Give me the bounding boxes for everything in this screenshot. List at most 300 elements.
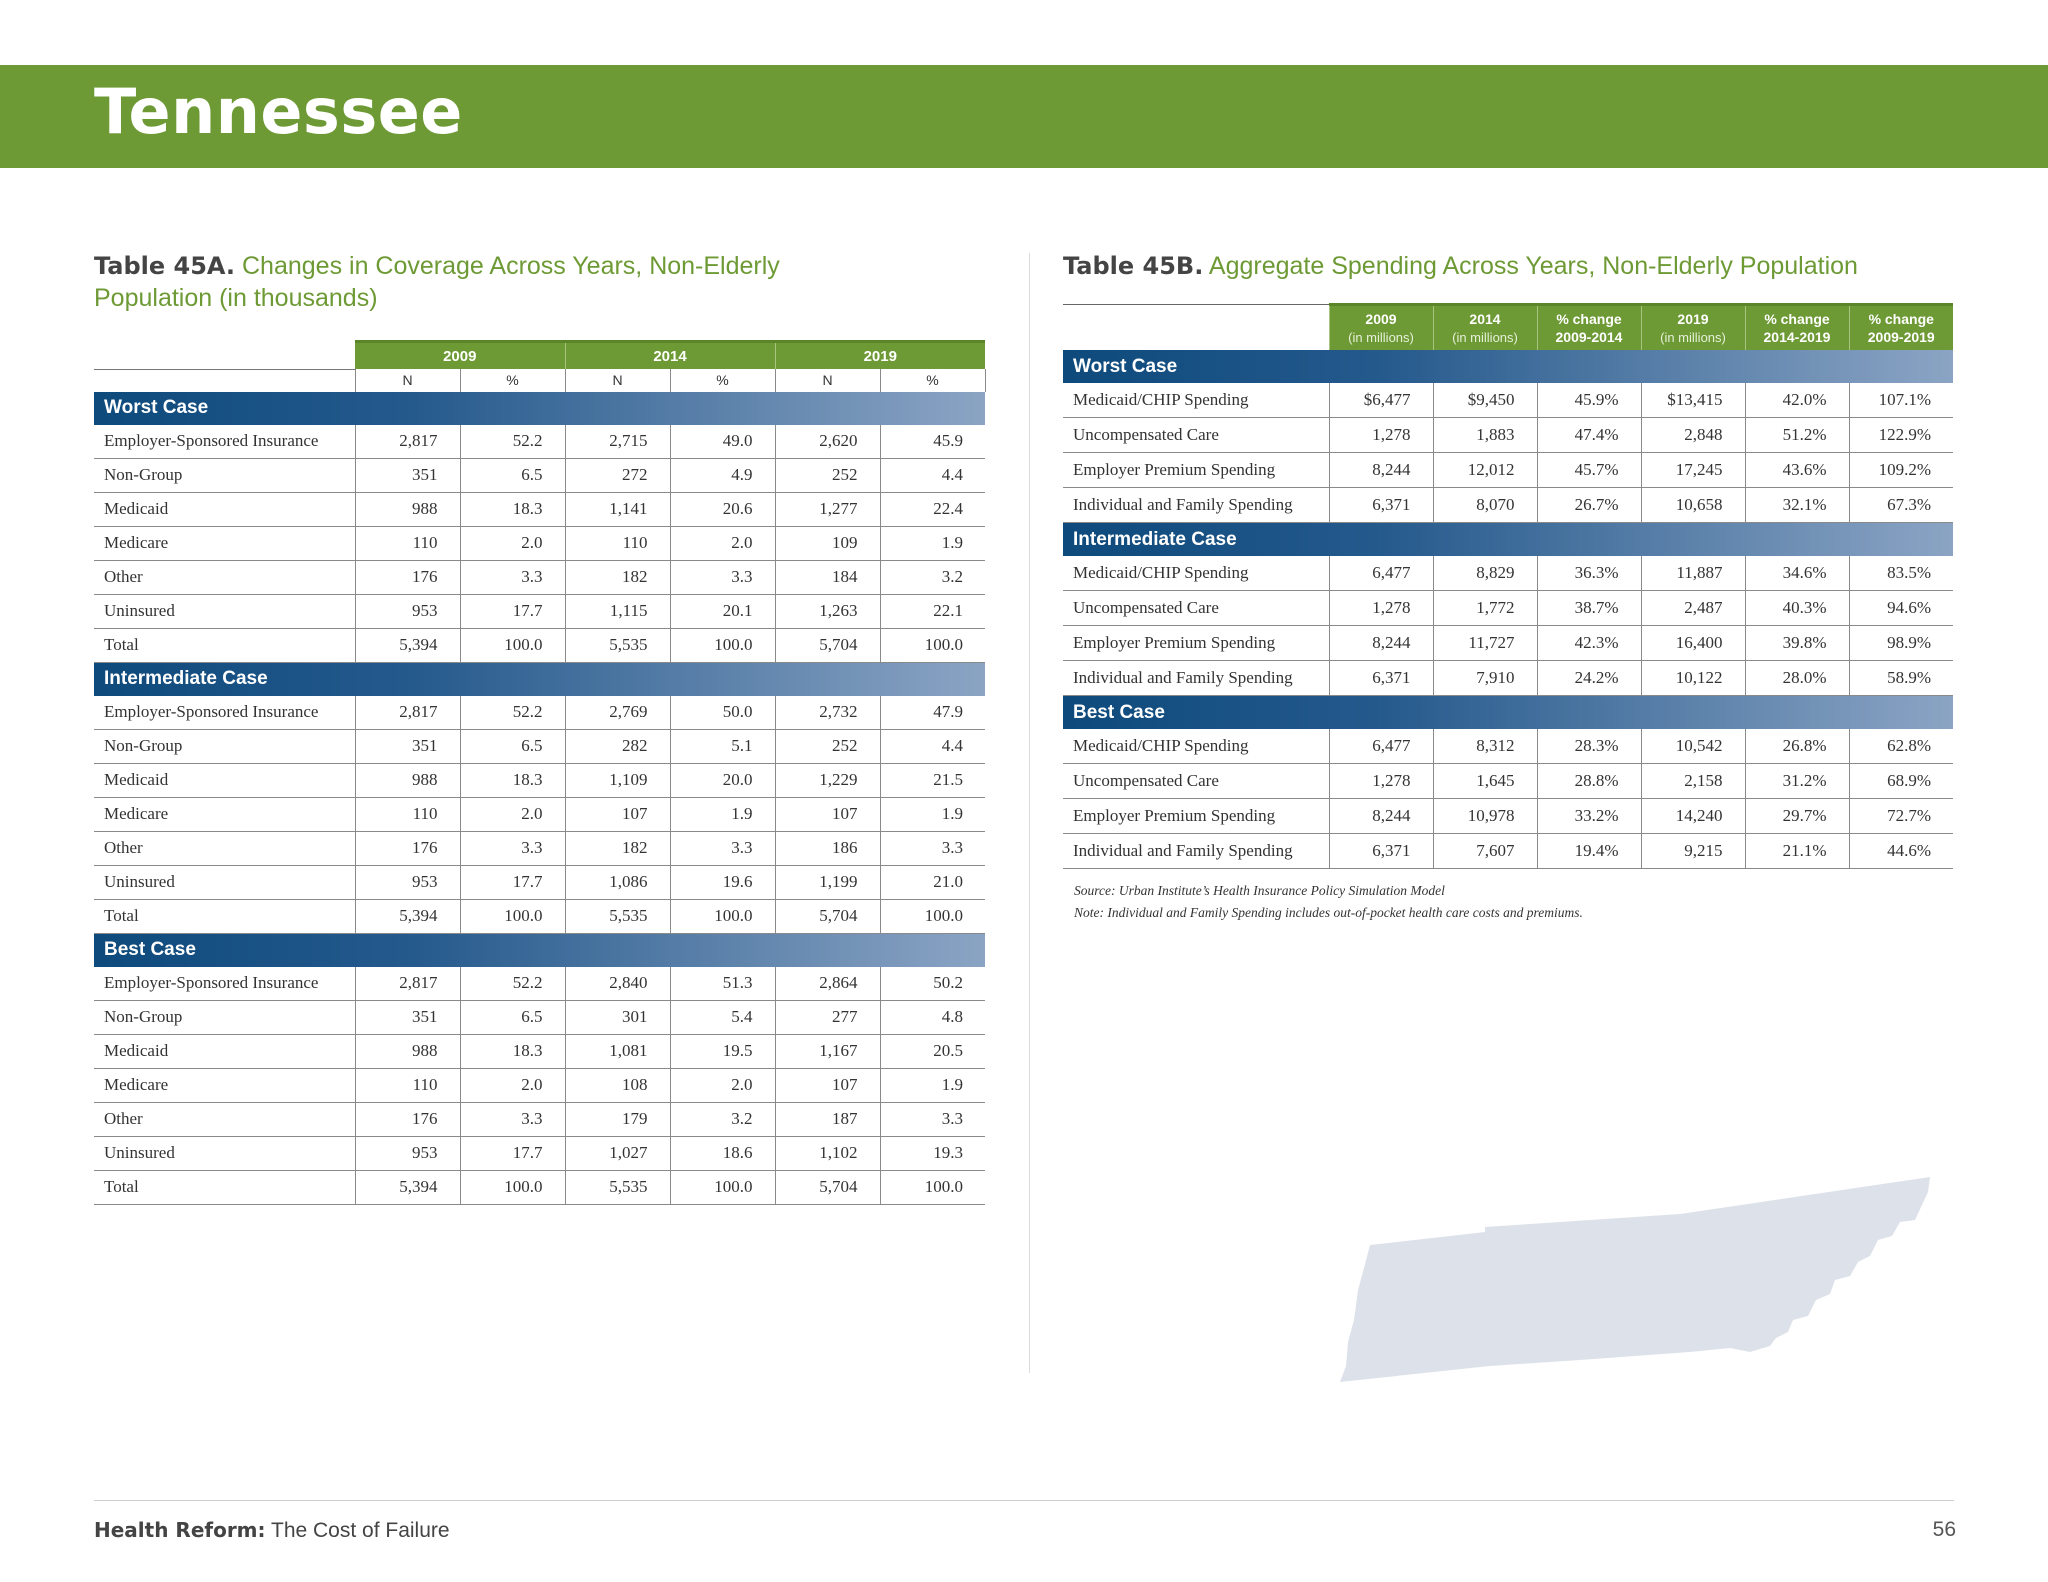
col-header-change-2014-2019: % change 2014-2019 — [1745, 305, 1849, 351]
table-cell: 72.7% — [1849, 799, 1953, 834]
table-row — [94, 1000, 985, 1034]
table-cell: $13,415 — [1641, 383, 1745, 418]
table-cell: 3.3 — [880, 831, 985, 865]
table-cell: 1,278 — [1329, 764, 1433, 799]
table-cell: 109 — [775, 526, 880, 560]
table-cell: 1,278 — [1329, 418, 1433, 453]
table-cell: 10,978 — [1433, 799, 1537, 834]
table-cell: 26.8% — [1745, 729, 1849, 764]
table-cell: 5,704 — [775, 1170, 880, 1204]
table-cell: 100.0 — [670, 899, 775, 933]
row-label: Individual and Family Spending — [1063, 661, 1329, 696]
subheader-n: N — [775, 369, 880, 392]
table-cell: 6.5 — [460, 1000, 565, 1034]
table-cell: 1,027 — [565, 1136, 670, 1170]
table-cell: 19.5 — [670, 1034, 775, 1068]
row-label: Employer Premium Spending — [1063, 453, 1329, 488]
table-cell: 11,727 — [1433, 626, 1537, 661]
row-label: Medicaid/CHIP Spending — [1063, 729, 1329, 764]
footer-title-rest: The Cost of Failure — [265, 1519, 450, 1542]
table-cell: 277 — [775, 1000, 880, 1034]
table-row — [1063, 764, 1953, 799]
table-cell: 282 — [565, 729, 670, 763]
table-row — [94, 458, 985, 492]
table-cell: 26.7% — [1537, 488, 1641, 523]
table-cell: 8,829 — [1433, 556, 1537, 591]
table-cell: 6,477 — [1329, 556, 1433, 591]
table-cell: 1.9 — [880, 797, 985, 831]
table-cell: 21.1% — [1745, 834, 1849, 869]
table-cell: 1.9 — [670, 797, 775, 831]
table-a-caption — [94, 250, 954, 314]
table-row — [94, 763, 985, 797]
table-cell: 100.0 — [880, 1170, 985, 1204]
row-label: Non-Group — [94, 458, 355, 492]
page-title: Tennessee — [94, 75, 463, 148]
table-cell: 21.5 — [880, 763, 985, 797]
table-cell: 20.0 — [670, 763, 775, 797]
section-title: Best Case — [94, 933, 985, 967]
table-cell: 187 — [775, 1102, 880, 1136]
table-cell: 100.0 — [460, 1170, 565, 1204]
subheader-n: N — [355, 369, 460, 392]
table-cell: 52.2 — [460, 696, 565, 730]
table-cell: 9,215 — [1641, 834, 1745, 869]
table-cell: 122.9% — [1849, 418, 1953, 453]
footer-publication — [94, 1518, 450, 1543]
table-cell: 2.0 — [460, 526, 565, 560]
year-header-row — [94, 342, 985, 370]
table-a-label: Table 45A. — [94, 252, 236, 280]
table-cell: 51.3 — [670, 967, 775, 1001]
table-cell: 31.2% — [1745, 764, 1849, 799]
table-row — [1063, 418, 1953, 453]
row-label: Uninsured — [94, 865, 355, 899]
table-cell: 2,487 — [1641, 591, 1745, 626]
coverage-table — [94, 340, 986, 1205]
section-header-row — [1063, 523, 1953, 557]
table-cell: 2,864 — [775, 967, 880, 1001]
table-cell: 83.5% — [1849, 556, 1953, 591]
table-cell: 2.0 — [670, 1068, 775, 1102]
subheader-blank — [94, 369, 355, 392]
table-cell: 8,244 — [1329, 453, 1433, 488]
table-row — [94, 797, 985, 831]
table-cell: 50.0 — [670, 696, 775, 730]
table-cell: 19.3 — [880, 1136, 985, 1170]
table-cell: 16,400 — [1641, 626, 1745, 661]
row-label: Total — [94, 899, 355, 933]
table-cell: 50.2 — [880, 967, 985, 1001]
table-b-caption — [1063, 250, 1963, 282]
col-header-2014: 2014 (in millions) — [1433, 305, 1537, 351]
table-cell: 2.0 — [670, 526, 775, 560]
table-cell: 4.8 — [880, 1000, 985, 1034]
table-cell: 351 — [355, 458, 460, 492]
table-row — [1063, 383, 1953, 418]
table-cell: 6.5 — [460, 729, 565, 763]
row-label: Uninsured — [94, 594, 355, 628]
table-cell: 1,102 — [775, 1136, 880, 1170]
subheader-row — [94, 369, 985, 392]
table-row — [94, 526, 985, 560]
row-label: Medicare — [94, 526, 355, 560]
subheader-n: N — [565, 369, 670, 392]
table-cell: 1.9 — [880, 1068, 985, 1102]
col-header-change-2009-2019: % change 2009-2019 — [1849, 305, 1953, 351]
table-cell: 2,732 — [775, 696, 880, 730]
year-header-2009: 2009 — [355, 342, 565, 370]
table-cell: 19.6 — [670, 865, 775, 899]
table-cell: 1,167 — [775, 1034, 880, 1068]
table-cell: 62.8% — [1849, 729, 1953, 764]
table-cell: 1,086 — [565, 865, 670, 899]
row-label: Medicaid/CHIP Spending — [1063, 383, 1329, 418]
table-cell: 110 — [355, 1068, 460, 1102]
table-cell: 5,535 — [565, 1170, 670, 1204]
table-cell: 1,229 — [775, 763, 880, 797]
table-cell: 110 — [355, 526, 460, 560]
table-cell: 1,199 — [775, 865, 880, 899]
table-a-caption-line1: Changes in Coverage Across Years, Non-Elderly — [242, 252, 780, 280]
table-cell: 4.4 — [880, 458, 985, 492]
table-b-notes — [1074, 880, 1583, 924]
section-header-row — [94, 933, 985, 967]
subheader-pct: % — [670, 369, 775, 392]
table-cell: 5,704 — [775, 899, 880, 933]
table-cell: 988 — [355, 763, 460, 797]
table-cell: 184 — [775, 560, 880, 594]
table-cell: 20.1 — [670, 594, 775, 628]
section-header-row — [94, 392, 985, 425]
table-cell: 3.3 — [460, 1102, 565, 1136]
row-label: Uncompensated Care — [1063, 591, 1329, 626]
row-label: Employer-Sponsored Insurance — [94, 967, 355, 1001]
header-blank — [94, 342, 355, 370]
table-a-caption-line2: Population (in thousands) — [94, 284, 378, 312]
row-label: Other — [94, 560, 355, 594]
title-banner — [0, 65, 2048, 168]
table-cell: 47.4% — [1537, 418, 1641, 453]
year-header-2019: 2019 — [775, 342, 985, 370]
table-cell: 98.9% — [1849, 626, 1953, 661]
table-cell: 2,715 — [565, 425, 670, 459]
table-cell: 52.2 — [460, 967, 565, 1001]
table-cell: 32.1% — [1745, 488, 1849, 523]
table-cell: 40.3% — [1745, 591, 1849, 626]
table-cell: 6,371 — [1329, 834, 1433, 869]
table-cell: $6,477 — [1329, 383, 1433, 418]
table-cell: 47.9 — [880, 696, 985, 730]
table-row — [1063, 799, 1953, 834]
row-label: Other — [94, 831, 355, 865]
table-cell: 1,277 — [775, 492, 880, 526]
table-cell: 2,840 — [565, 967, 670, 1001]
table-cell: 12,012 — [1433, 453, 1537, 488]
table-row — [94, 492, 985, 526]
table-cell: 252 — [775, 729, 880, 763]
footer-rule — [94, 1500, 1954, 1501]
table-cell: 33.2% — [1537, 799, 1641, 834]
table-cell: 8,244 — [1329, 799, 1433, 834]
table-cell: 10,658 — [1641, 488, 1745, 523]
table-cell: 5,394 — [355, 899, 460, 933]
table-cell: 953 — [355, 865, 460, 899]
col-header-change-2009-2014: % change 2009-2014 — [1537, 305, 1641, 351]
table-cell: 45.7% — [1537, 453, 1641, 488]
table-row — [94, 628, 985, 662]
table-row — [94, 865, 985, 899]
table-cell: 42.0% — [1745, 383, 1849, 418]
table-row — [94, 1068, 985, 1102]
table-cell: 2,769 — [565, 696, 670, 730]
table-cell: 953 — [355, 594, 460, 628]
col-header-2009: 2009 (in millions) — [1329, 305, 1433, 351]
table-cell: 5,704 — [775, 628, 880, 662]
table-cell: 107 — [775, 797, 880, 831]
table-row — [1063, 488, 1953, 523]
table-cell: $9,450 — [1433, 383, 1537, 418]
table-cell: 28.0% — [1745, 661, 1849, 696]
table-cell: 2,817 — [355, 967, 460, 1001]
table-cell: 28.3% — [1537, 729, 1641, 764]
table-cell: 36.3% — [1537, 556, 1641, 591]
row-label: Medicare — [94, 797, 355, 831]
table-row — [1063, 453, 1953, 488]
table-cell: 6.5 — [460, 458, 565, 492]
table-row — [94, 729, 985, 763]
table-row — [1063, 626, 1953, 661]
table-cell: 34.6% — [1745, 556, 1849, 591]
table-cell: 8,070 — [1433, 488, 1537, 523]
table-cell: 3.3 — [460, 831, 565, 865]
table-cell: 100.0 — [880, 899, 985, 933]
table-cell: 100.0 — [460, 628, 565, 662]
table-cell: 186 — [775, 831, 880, 865]
table-row — [1063, 729, 1953, 764]
table-cell: 3.3 — [460, 560, 565, 594]
table-cell: 18.3 — [460, 492, 565, 526]
table-row — [94, 899, 985, 933]
table-row — [94, 425, 985, 459]
table-cell: 107.1% — [1849, 383, 1953, 418]
table-cell: 110 — [565, 526, 670, 560]
table-cell: 301 — [565, 1000, 670, 1034]
table-cell: 100.0 — [880, 628, 985, 662]
table-cell: 2,158 — [1641, 764, 1745, 799]
table-cell: 4.4 — [880, 729, 985, 763]
row-label: Employer Premium Spending — [1063, 799, 1329, 834]
table-cell: 1,278 — [1329, 591, 1433, 626]
table-row — [94, 1170, 985, 1204]
year-header-2014: 2014 — [565, 342, 775, 370]
spending-header-row — [1063, 305, 1953, 351]
table-cell: 3.3 — [670, 831, 775, 865]
table-cell: 18.3 — [460, 763, 565, 797]
table-row — [94, 696, 985, 730]
table-cell: 44.6% — [1849, 834, 1953, 869]
table-cell: 108 — [565, 1068, 670, 1102]
table-cell: 94.6% — [1849, 591, 1953, 626]
table-row — [94, 1102, 985, 1136]
section-header-row — [1063, 350, 1953, 383]
table-cell: 17,245 — [1641, 453, 1745, 488]
page-number: 56 — [1932, 1518, 1956, 1541]
table-cell: 2,620 — [775, 425, 880, 459]
table-cell: 6,477 — [1329, 729, 1433, 764]
table-cell: 20.6 — [670, 492, 775, 526]
table-row — [1063, 661, 1953, 696]
table-cell: 5,535 — [565, 899, 670, 933]
row-label: Total — [94, 1170, 355, 1204]
table-cell: 107 — [775, 1068, 880, 1102]
spending-table — [1063, 303, 1953, 869]
table-cell: 51.2% — [1745, 418, 1849, 453]
table-cell: 100.0 — [460, 899, 565, 933]
table-row — [1063, 834, 1953, 869]
table-row — [94, 831, 985, 865]
row-label: Medicare — [94, 1068, 355, 1102]
table-cell: 2.0 — [460, 1068, 565, 1102]
table-cell: 1,645 — [1433, 764, 1537, 799]
table-cell: 29.7% — [1745, 799, 1849, 834]
row-label: Medicaid — [94, 763, 355, 797]
table-cell: 17.7 — [460, 1136, 565, 1170]
table-cell: 109.2% — [1849, 453, 1953, 488]
table-row — [1063, 556, 1953, 591]
table-cell: 3.2 — [880, 560, 985, 594]
table-cell: 39.8% — [1745, 626, 1849, 661]
table-cell: 1.9 — [880, 526, 985, 560]
subheader-pct: % — [460, 369, 565, 392]
table-cell: 2,817 — [355, 696, 460, 730]
table-cell: 22.4 — [880, 492, 985, 526]
table-cell: 20.5 — [880, 1034, 985, 1068]
table-cell: 176 — [355, 560, 460, 594]
row-label: Medicaid — [94, 492, 355, 526]
row-label: Uncompensated Care — [1063, 764, 1329, 799]
table-cell: 6,371 — [1329, 488, 1433, 523]
table-cell: 21.0 — [880, 865, 985, 899]
table-cell: 953 — [355, 1136, 460, 1170]
row-label: Employer Premium Spending — [1063, 626, 1329, 661]
table-cell: 1,081 — [565, 1034, 670, 1068]
table-cell: 100.0 — [670, 1170, 775, 1204]
table-cell: 5,394 — [355, 628, 460, 662]
table-cell: 5.1 — [670, 729, 775, 763]
row-label: Individual and Family Spending — [1063, 834, 1329, 869]
row-label: Medicaid — [94, 1034, 355, 1068]
table-cell: 19.4% — [1537, 834, 1641, 869]
section-title: Best Case — [1063, 696, 1953, 730]
table-row — [94, 560, 985, 594]
table-cell: 107 — [565, 797, 670, 831]
row-label: Non-Group — [94, 1000, 355, 1034]
footnote: Note: Individual and Family Spending includes out-of-pocket health care costs and premiums. — [1074, 905, 1583, 920]
table-cell: 988 — [355, 1034, 460, 1068]
table-cell: 49.0 — [670, 425, 775, 459]
table-cell: 11,887 — [1641, 556, 1745, 591]
table-cell: 1,109 — [565, 763, 670, 797]
table-cell: 28.8% — [1537, 764, 1641, 799]
table-cell: 1,141 — [565, 492, 670, 526]
table-b-label: Table 45B. — [1063, 252, 1204, 280]
row-label: Total — [94, 628, 355, 662]
table-cell: 8,312 — [1433, 729, 1537, 764]
table-cell: 272 — [565, 458, 670, 492]
table-cell: 6,371 — [1329, 661, 1433, 696]
table-cell: 5.4 — [670, 1000, 775, 1034]
table-cell: 67.3% — [1849, 488, 1953, 523]
table-cell: 182 — [565, 831, 670, 865]
table-cell: 17.7 — [460, 865, 565, 899]
table-cell: 52.2 — [460, 425, 565, 459]
table-cell: 351 — [355, 1000, 460, 1034]
table-cell: 43.6% — [1745, 453, 1849, 488]
table-cell: 18.6 — [670, 1136, 775, 1170]
table-row — [94, 1136, 985, 1170]
table-cell: 182 — [565, 560, 670, 594]
table-cell: 179 — [565, 1102, 670, 1136]
table-cell: 22.1 — [880, 594, 985, 628]
table-cell: 18.3 — [460, 1034, 565, 1068]
section-title: Intermediate Case — [1063, 523, 1953, 557]
section-header-row — [94, 662, 985, 696]
table-row — [94, 1034, 985, 1068]
table-cell: 7,607 — [1433, 834, 1537, 869]
row-label: Uninsured — [94, 1136, 355, 1170]
table-cell: 38.7% — [1537, 591, 1641, 626]
table-cell: 42.3% — [1537, 626, 1641, 661]
table-cell: 58.9% — [1849, 661, 1953, 696]
table-cell: 45.9% — [1537, 383, 1641, 418]
row-label: Medicaid/CHIP Spending — [1063, 556, 1329, 591]
table-cell: 1,263 — [775, 594, 880, 628]
table-row — [94, 967, 985, 1001]
row-label: Employer-Sponsored Insurance — [94, 696, 355, 730]
subheader-pct: % — [880, 369, 985, 392]
source-note: Source: Urban Institute’s Health Insurance Policy Simulation Model — [1074, 883, 1445, 898]
table-row — [1063, 591, 1953, 626]
table-cell: 1,883 — [1433, 418, 1537, 453]
section-title: Intermediate Case — [94, 662, 985, 696]
header-blank — [1063, 305, 1329, 351]
table-cell: 5,535 — [565, 628, 670, 662]
table-cell: 110 — [355, 797, 460, 831]
table-cell: 3.2 — [670, 1102, 775, 1136]
column-divider — [1029, 253, 1030, 1373]
table-cell: 45.9 — [880, 425, 985, 459]
row-label: Employer-Sponsored Insurance — [94, 425, 355, 459]
table-cell: 10,122 — [1641, 661, 1745, 696]
row-label: Other — [94, 1102, 355, 1136]
table-cell: 10,542 — [1641, 729, 1745, 764]
table-cell: 2.0 — [460, 797, 565, 831]
table-cell: 2,817 — [355, 425, 460, 459]
table-cell: 24.2% — [1537, 661, 1641, 696]
row-label: Non-Group — [94, 729, 355, 763]
row-label: Uncompensated Care — [1063, 418, 1329, 453]
tennessee-map-icon — [1330, 1170, 1940, 1390]
table-cell: 68.9% — [1849, 764, 1953, 799]
table-cell: 14,240 — [1641, 799, 1745, 834]
table-cell: 1,115 — [565, 594, 670, 628]
section-title: Worst Case — [1063, 350, 1953, 383]
table-cell: 988 — [355, 492, 460, 526]
table-cell: 5,394 — [355, 1170, 460, 1204]
table-cell: 100.0 — [670, 628, 775, 662]
table-row — [94, 594, 985, 628]
